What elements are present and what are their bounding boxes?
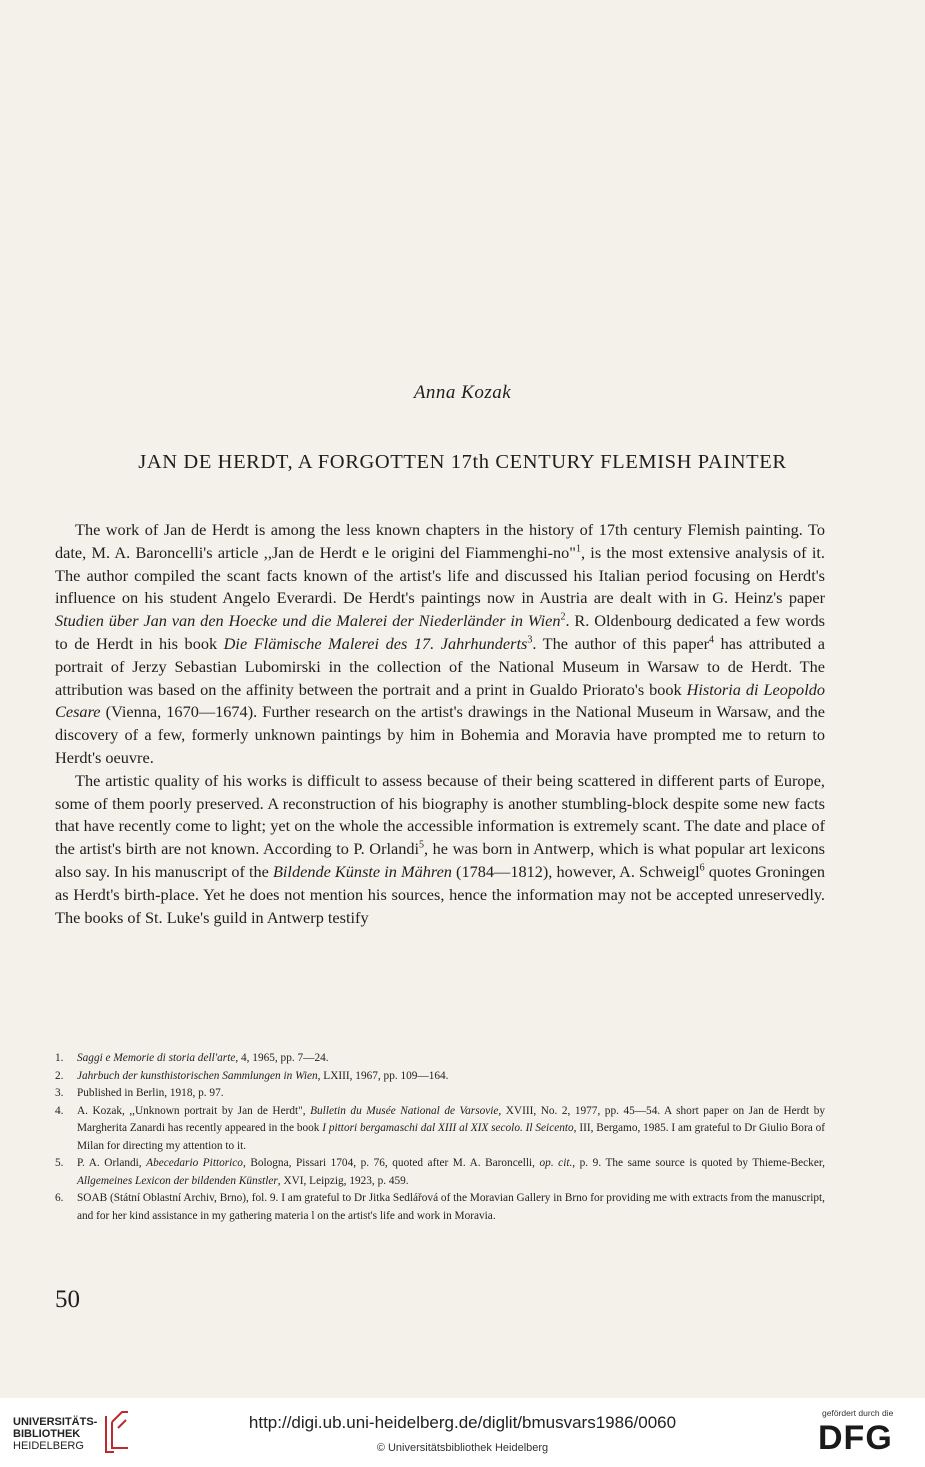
italic-title: Allgemeines Lexicon der bildenden Künstler <box>77 1174 278 1187</box>
library-name-line: BIBLIOTHEK <box>13 1428 81 1440</box>
text-run: quotes Groningen as Herdt's birth-place. Yet he does not mention his sources, hence the information may not be accepted unreservedly. The books of St. Luke's guild in Antwerp testify <box>55 861 825 927</box>
footnote-number: 5. <box>55 1157 64 1169</box>
footnote <box>55 1155 825 1190</box>
text-run: Published in Berlin, 1918, p. 97. <box>77 1087 224 1099</box>
page-number: 50 <box>55 1286 80 1313</box>
article-author: Anna Kozak <box>413 382 512 403</box>
text-run: SOAB (Státní Oblastní Archiv, Brno), fol. 9. I am grateful to Dr Jitka Sedlářová of the Moravian Gallery in Brno for providing me with extracts from the manuscript, and for her kind assistance in my gathering materia l on the artist's life and work in Moravia. <box>77 1192 825 1222</box>
italic-title: Studien über Jan van den Hoecke und die Malerei der Niederländer in Wien <box>55 611 561 631</box>
italic-title: Historia di Leopoldo Cesare <box>55 679 825 722</box>
text-run: , 4, 1965, pp. 7—24. <box>235 1052 329 1064</box>
text-run: . R. Oldenbourg dedicated a few words to de Herdt in his book <box>55 611 825 653</box>
italic-title: op. cit. <box>539 1157 573 1169</box>
footnote <box>55 1085 825 1103</box>
text-run: , LXIII, 1967, pp. 109—164. <box>317 1069 449 1082</box>
italic-title: Bildende Künste in Mähren <box>272 861 452 881</box>
text-run: (1784—1812), however, A. Schweigl <box>451 861 700 881</box>
footnote-number: 2. <box>55 1069 64 1082</box>
footnote <box>55 1068 825 1086</box>
footnote-number: 4. <box>55 1104 64 1117</box>
footnote <box>55 1190 825 1225</box>
text-run: The artistic quality of his works is difficult to assess because of their being scattered in different parts of Europe, some of them poorly preserved. A reconstruction of his biography is another stumbling-block despite some new facts that have recently come to light; yet on the whole the accessible information is extremely scant. The date and place of the artist's birth are not known. According to P. Orlandi <box>55 770 825 859</box>
italic-title: Bulletin du Musée National de Varsovie <box>310 1104 499 1117</box>
italic-title: Saggi e Memorie di storia dell'arte <box>77 1052 236 1064</box>
text-run: . The author of this paper <box>532 633 710 653</box>
footnote-ref: 2 <box>560 611 566 623</box>
text-run: has attributed a portrait of Jerzy Sebastian Lubomirski in the collection of the National Museum in Warsaw to de Herdt. The attribution was based on the affinity between the portrait and a print in Gualdo Priorato's book <box>55 633 826 699</box>
text-run: P. A. Orlandi, <box>77 1157 147 1169</box>
body-paragraph <box>55 519 825 770</box>
text-run: , XVIII, No. 2, 1977, pp. 45—54. A short paper on Jan de Herdt by Margherita Zanardi has recently appeared in the book <box>77 1104 825 1134</box>
footnote <box>55 1103 825 1156</box>
text-run: , Bologna, Pissari 1704, p. 76, quoted after M. A. Baroncelli, <box>242 1157 540 1169</box>
footnote-ref: 1 <box>575 543 581 555</box>
body-paragraph <box>55 770 825 930</box>
footnote-text <box>77 1190 825 1225</box>
footnote-number: 6. <box>55 1192 64 1204</box>
footnote-text <box>77 1103 825 1156</box>
italic-title: Abecedario Pittorico <box>146 1157 243 1169</box>
footnote-ref: 4 <box>709 634 715 646</box>
library-name-line: HEIDELBERG <box>13 1440 84 1452</box>
funding-note: gefördert durch die <box>822 1408 894 1418</box>
footnote-ref: 3 <box>527 634 533 646</box>
footnote-ref: 5 <box>419 839 425 851</box>
footnote-text <box>77 1068 825 1086</box>
footnote-number: 3. <box>55 1087 64 1099</box>
footnote-text <box>77 1050 825 1068</box>
article-title: JAN DE HERDT, A FORGOTTEN 17th CENTURY FLEMISH PAINTER <box>138 451 787 473</box>
text-run: , III, Bergamo, 1985. I am grateful to Dr Giulio Bora of Milan for directing my attention to it. <box>77 1122 825 1152</box>
italic-title: I pittori bergamaschi dal XIII al XIX secolo. Il Seicento <box>322 1122 574 1134</box>
text-run: , XVI, Leipzig, 1923, p. 459. <box>277 1174 409 1187</box>
italic-title: Jahrbuch der kunsthistorischen Sammlungen in Wien <box>77 1069 318 1082</box>
permalink-url[interactable]: http://digi.ub.uni-heidelberg.de/diglit/bmusvars1986/0060 <box>248 1413 677 1432</box>
italic-title: Die Flämische Malerei des 17. Jahrhunderts <box>223 633 528 653</box>
text-run: (Vienna, 1670—1674). Further research on the artist's drawings in the National Museum in Warsaw, and the discovery of a few, formerly unknown paintings by him in Bohemia and Moravia have prompted me to return to Herdt's oeuvre. <box>55 702 825 767</box>
footnotes <box>55 1050 825 1225</box>
text-run: , p. 9. The same source is quoted by Thieme-Becker, <box>572 1157 825 1169</box>
text-run: , he was born in Antwerp, which is what popular art lexicons also say. In his manuscript of the <box>55 839 825 881</box>
library-name-line: UNIVERSITÄTS- <box>13 1416 98 1428</box>
article-body <box>55 519 825 929</box>
footnote-number: 1. <box>55 1052 64 1064</box>
copyright-notice: © Universitätsbibliothek Heidelberg <box>376 1442 549 1454</box>
digitization-footer <box>0 1398 925 1467</box>
footnote <box>55 1050 825 1068</box>
text-run: A. Kozak, ,,Unknown portrait by Jan de Herdt", <box>77 1104 311 1117</box>
footnote-ref: 6 <box>699 862 705 874</box>
dfg-logo: DFG <box>818 1419 893 1457</box>
text-run: The work of Jan de Herdt is among the less known chapters in the history of 17th century Flemish painting. To date, M. A. Baroncelli's article ,,Jan de Herdt e le origini del Fiammenghi-no" <box>55 520 825 562</box>
text-run: , is the most extensive analysis of it. The author compiled the scant facts known of the artist's life and discussed his Italian period focusing on Herdt's influence on his student Angelo Everardi. De Herdt's paintings now in Austria are dealt with in G. Heinz's paper <box>55 542 825 608</box>
footnote-text <box>77 1085 825 1103</box>
footnote-text <box>77 1155 825 1190</box>
